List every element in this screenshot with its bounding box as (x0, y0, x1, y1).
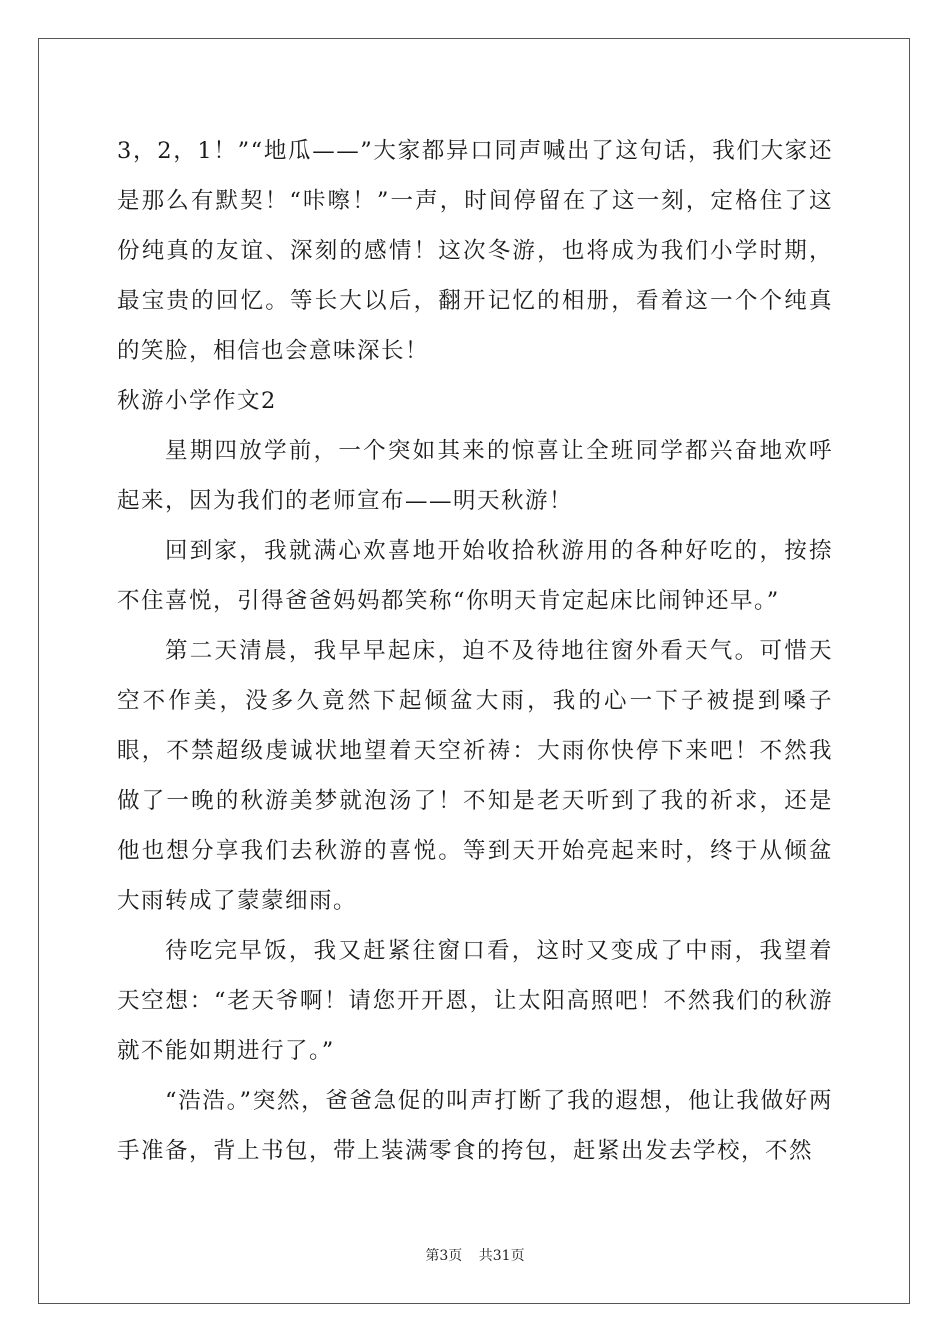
page-footer (0, 1245, 950, 1265)
paragraph: 第二天清晨，我早早起床，迫不及待地往窗外看天气。可惜天空不作美，没多久竟然下起倾盆大雨，我的心一下子被提到嗓子眼，不禁超级虔诚状地望着天空祈祷：大雨你快停下来吧！不然我做了一晚的秋游美梦就泡汤了！不知是老天听到了我的祈求，还是他也想分享我们去秋游的喜悦。等到天开始亮起来时，终于从倾盆大雨转成了蒙蒙细雨。 (117, 638, 833, 914)
paragraph: 回到家，我就满心欢喜地开始收拾秋游用的各种好吃的，按捺不住喜悦，引得爸爸妈妈都笑称“你明天肯定起床比闹钟还早。” (117, 538, 833, 614)
page-total: 共31页 (478, 1248, 525, 1264)
document-body (117, 126, 833, 1176)
paragraph: “浩浩。”突然，爸爸急促的叫声打断了我的遐想，他让我做好两手准备，背上书包，带上装满零食的挎包，赶紧出发去学校，不然 (117, 1088, 833, 1164)
paragraph-continued: 3，2，1！”“地瓜——”大家都异口同声喊出了这句话，我们大家还是那么有默契！“咔嚓！”一声，时间停留在了这一刻，定格住了这份纯真的友谊、深刻的感情！这次冬游，也将成为我们小学时期，最宝贵的回忆。等长大以后，翻开记忆的相册，看着这一个个纯真的笑脸，相信也会意味深长！ (117, 138, 833, 364)
paragraph: 星期四放学前，一个突如其来的惊喜让全班同学都兴奋地欢呼起来，因为我们的老师宣布——明天秋游！ (117, 438, 833, 514)
paragraph: 待吃完早饭，我又赶紧往窗口看，这时又变成了中雨，我望着天空想：“老天爷啊！请您开开恩，让太阳高照吧！不然我们的秋游就不能如期进行了。” (117, 938, 833, 1064)
section-title: 秋游小学作文2 (117, 388, 277, 414)
page-number: 第3页 (425, 1248, 463, 1264)
